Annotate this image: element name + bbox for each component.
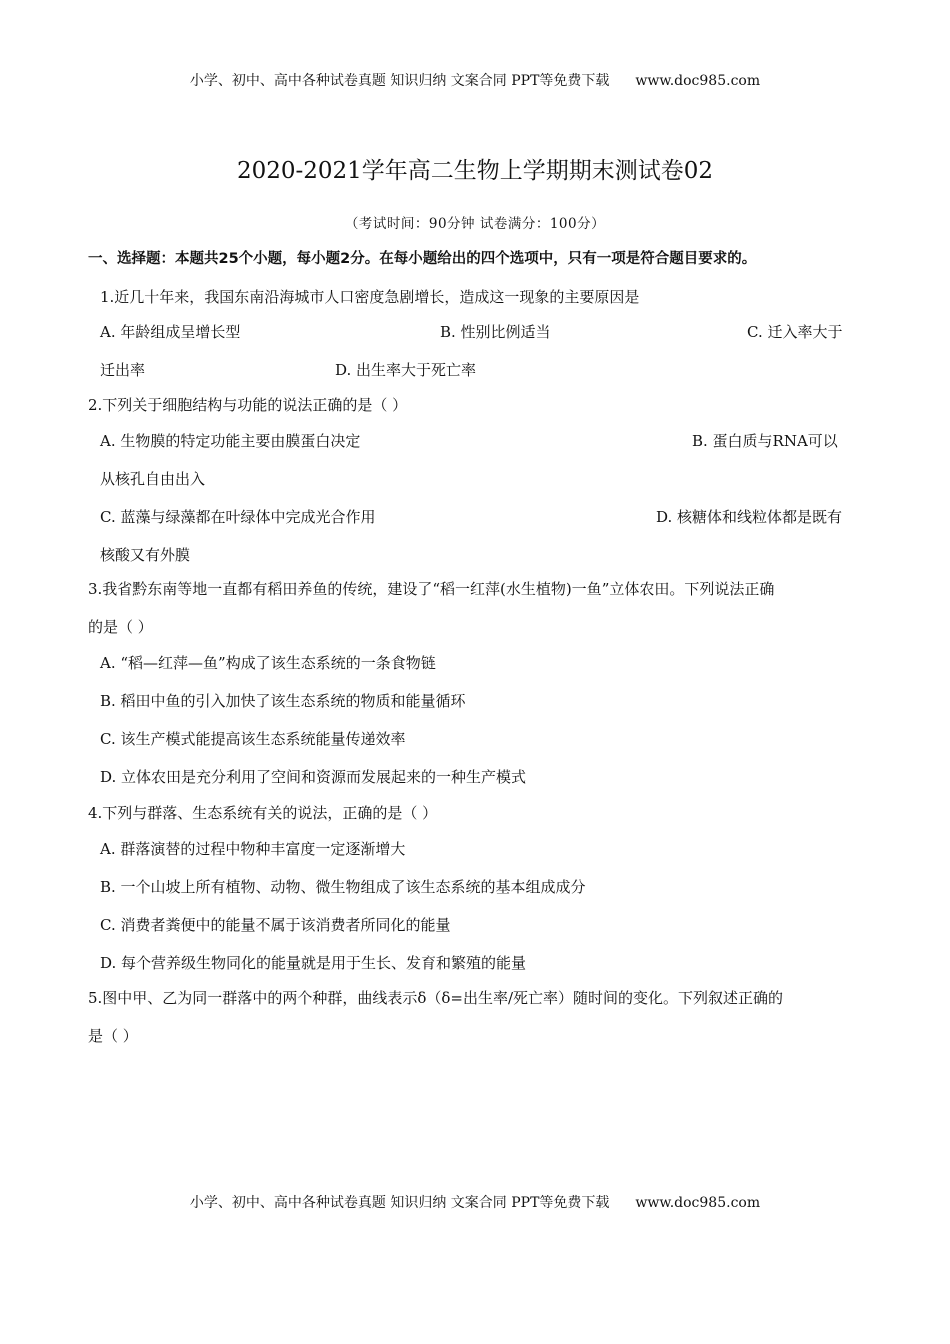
- question-3-option-c: C. 该生产模式能提高该生态系统能量传递效率: [100, 730, 406, 748]
- page-footer: [0, 1192, 950, 1212]
- question-2-option-b: B. 蛋白质与RNA可以: [692, 432, 838, 450]
- question-4-option-a: A. 群落演替的过程中物种丰富度一定逐渐增大: [100, 840, 406, 858]
- question-4-option-d: D. 每个营养级生物同化的能量就是用于生长、发育和繁殖的能量: [100, 954, 527, 972]
- question-1-stem: 1.近几十年来，我国东南沿海城市人口密度急剧增长，造成这一现象的主要原因是: [100, 288, 640, 306]
- question-3-stem: 3.我省黔东南等地一直都有稻田养鱼的传统，建设了“稻一红萍(水生植物)一鱼”立体农田。下列说法正确: [88, 580, 775, 598]
- question-2-option-b-cont: 从核孔自由出入: [100, 470, 206, 488]
- page-header: [0, 70, 950, 90]
- question-5-stem-cont: 是（ ）: [88, 1027, 138, 1045]
- header-url-link[interactable]: www.doc985.com: [635, 73, 761, 89]
- page-title: 2020-2021学年高二生物上学期期末测试卷02: [236, 158, 714, 184]
- question-2-option-a: A. 生物膜的特定功能主要由膜蛋白决定: [100, 432, 361, 450]
- question-2-option-c: C. 蓝藻与绿藻都在叶绿体中完成光合作用: [100, 508, 376, 526]
- question-2-stem: 2.下列关于细胞结构与功能的说法正确的是（ ）: [88, 396, 408, 414]
- question-1-option-c: C. 迁入率大于: [747, 323, 843, 341]
- question-2-option-d-cont: 核酸又有外膜: [100, 546, 191, 564]
- question-5-stem: 5.图中甲、乙为同一群落中的两个种群，曲线表示δ（δ=出生率/死亡率）随时间的变化。下列叙述正确的: [88, 989, 783, 1007]
- question-3-option-a: A. “稻—红萍—鱼”构成了该生态系统的一条食物链: [100, 654, 436, 672]
- question-3-option-b: B. 稻田中鱼的引入加快了该生态系统的物质和能量循环: [100, 692, 466, 710]
- exam-info: （考试时间：90分钟 试卷满分：100分）: [344, 216, 606, 232]
- question-4-option-c: C. 消费者粪便中的能量不属于该消费者所同化的能量: [100, 916, 451, 934]
- question-3-option-d: D. 立体农田是充分利用了空间和资源而发展起来的一种生产模式: [100, 768, 527, 786]
- question-1-option-b: B. 性别比例适当: [440, 323, 551, 341]
- question-3-stem-cont: 的是（ ）: [88, 618, 153, 636]
- question-1-option-d: D. 出生率大于死亡率: [335, 361, 477, 379]
- section-heading: 一、选择题：本题共25个小题，每小题2分。在每小题给出的四个选项中，只有一项是符合题目要求的。: [88, 251, 757, 267]
- footer-url-link[interactable]: www.doc985.com: [635, 1195, 761, 1211]
- header-text: 小学、初中、高中各种试卷真题 知识归纳 文案合同 PPT等免费下载: [189, 73, 610, 89]
- question-4-option-b: B. 一个山坡上所有植物、动物、微生物组成了该生态系统的基本组成成分: [100, 878, 586, 896]
- question-1-option-c-cont: 迁出率: [100, 361, 146, 379]
- footer-text: 小学、初中、高中各种试卷真题 知识归纳 文案合同 PPT等免费下载: [189, 1195, 610, 1211]
- question-2-option-d: D. 核糖体和线粒体都是既有: [656, 508, 843, 526]
- question-1-option-a: A. 年龄组成呈增长型: [100, 323, 241, 341]
- question-4-stem: 4.下列与群落、生态系统有关的说法，正确的是（ ）: [88, 804, 438, 822]
